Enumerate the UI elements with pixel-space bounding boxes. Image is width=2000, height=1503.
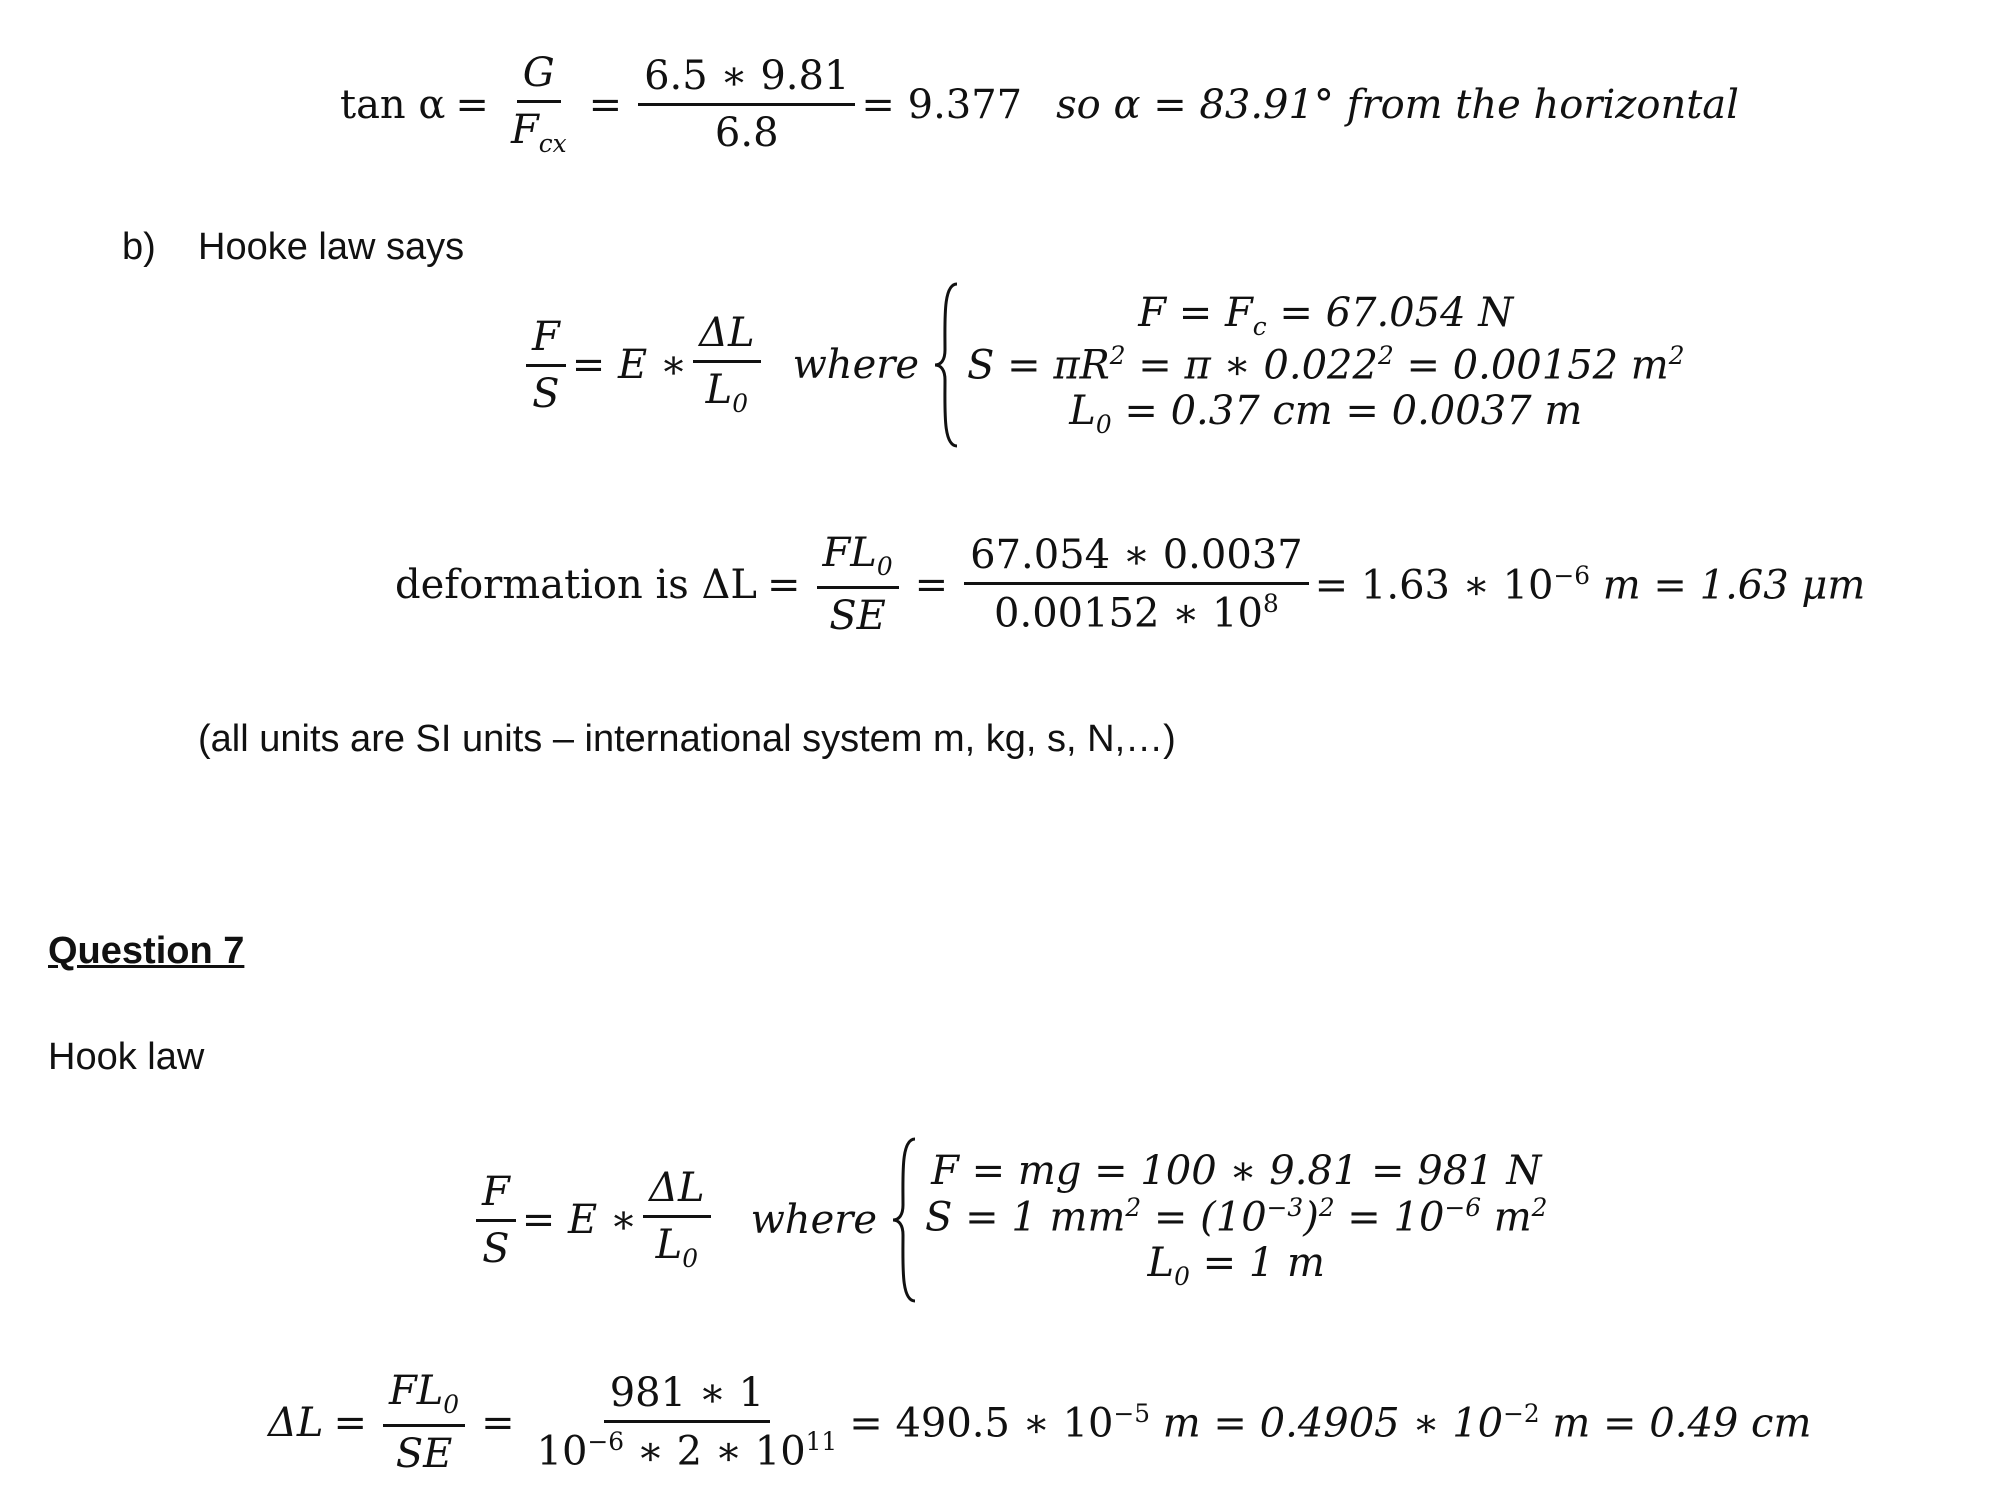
hooke-equation-2 [470,1135,1547,1305]
cases-block [933,280,1684,450]
tan-alpha-lhs: tan α [340,81,446,128]
question-7-heading-text: Question 7 [48,930,245,972]
units-note-text: (all units are SI units – international system m, kg, s, N,…) [198,718,1176,760]
fraction-f-over-s [476,1168,516,1272]
frac-numerator: 67.054 ∗ 0.0037 [964,534,1309,585]
fraction-fl0-over-se [817,530,899,640]
frac-numerator: G [517,52,561,103]
deformation-prefix: deformation is ΔL [395,561,757,608]
frac-denominator: $F_{cx}$ [510,107,567,158]
case-length: $L_0 = 0.37$ cm = 0.0037 m [1069,388,1583,440]
final-lhs: ΔL [268,1399,324,1446]
angle-statement: so α = 83.91° from the horizontal [1056,81,1739,128]
final-result: = 490.5 ∗ $10^{-5}$ m = 0.4905 ∗ $10^{-2}$ m = 0.49 cm [849,1398,1812,1447]
frac-denominator: 6.8 [714,110,779,157]
where-word: where [792,342,920,388]
fraction-dl-over-l0 [693,312,760,417]
part-b-label [122,226,156,269]
equation-tan-alpha: tan α = $\frac{G}{F_{cx}}$ = $\frac{6.5 ∗ 9.81}{6.8}$ = 9.377 so α = 83.91° from the horizontal [340,50,1739,158]
frac-denominator: $L_0$ [655,1222,698,1274]
frac-numerator: $FL_0$ [383,1370,465,1427]
part-b-text [198,226,464,269]
frac-denominator: S [532,370,560,417]
frac-numerator: F [526,316,566,367]
deformation-equation: deformation is ΔL = $\frac{FL_0}{SE}$ = $\frac{67.054 ∗ 0.0037}{0.00152 ∗ 10^8}$ = 1.63 ∗ $10^{-6}$ m = 1.63 μm [395,530,1866,640]
where-word: where [750,1197,878,1243]
part-b-letter: b) [122,226,156,268]
question-7-heading [48,930,244,973]
case-force: $F = F_c = 67.054$ N [1138,290,1514,342]
fraction-f-over-s [526,313,566,417]
frac-denominator: S [482,1225,510,1272]
frac-denominator: SE [829,593,886,640]
frac-denominator: 0.00152 ∗ $10^8$ [994,589,1279,637]
frac-numerator: F [476,1171,516,1222]
case-force: F = mg = 100 ∗ 9.81 = 981 N [931,1148,1542,1195]
fraction-final-numeric [531,1370,844,1475]
cases-block [891,1135,1547,1305]
case-length: $L_0 = 1$ m [1147,1240,1325,1292]
hook-law-subheading-text: Hook law [48,1036,205,1078]
left-brace-icon [933,280,961,450]
frac-numerator: $FL_0$ [817,532,899,589]
deformation-result: = 1.63 ∗ $10^{-6}$ m = 1.63 μm [1314,560,1866,609]
frac-denominator: $10^{-6}$ ∗ 2 ∗ $10^{11}$ [536,1427,838,1475]
frac-numerator: 6.5 ∗ 9.81 [638,55,855,106]
fraction-fl0-over-se [383,1368,465,1478]
hooke-equation-1 [520,280,1685,450]
frac-denominator: $L_0$ [705,367,748,419]
equals-e-times: = E ∗ [571,342,688,388]
case-area: $S = \pi R^2 = \pi$ ∗ $0.022^2 = 0.00152$ $m^2$ [967,340,1685,389]
units-note [198,718,1176,761]
left-brace-icon [891,1135,919,1305]
final-equation: ΔL = $\frac{FL_0}{SE}$ = $\frac{981 ∗ 1}{10^{-6} ∗ 2 ∗ 10^{11}}$ = 490.5 ∗ $10^{-5}$ m = 0.4905 ∗ $10^{-2}$ m = 0.49 cm [268,1368,1812,1478]
equals-e-times: = E ∗ [521,1197,638,1243]
fraction-deformation-numeric [964,532,1309,637]
hook-law-subheading [48,1036,204,1079]
frac-numerator: 981 ∗ 1 [604,1372,770,1423]
case-area: S = 1 $mm^2 = (10^{-3})^2 = 10^{-6}$ $m^2$ [925,1193,1548,1241]
frac-numerator: ΔL [643,1167,710,1218]
frac-numerator: ΔL [693,312,760,363]
tan-result: = 9.377 [861,81,1023,128]
frac-denominator: SE [395,1431,453,1478]
fraction-g-over-fcx [505,52,573,157]
part-b-text-content: Hooke law says [198,226,465,268]
fraction-numeric [638,53,855,157]
fraction-dl-over-l0 [643,1167,710,1272]
